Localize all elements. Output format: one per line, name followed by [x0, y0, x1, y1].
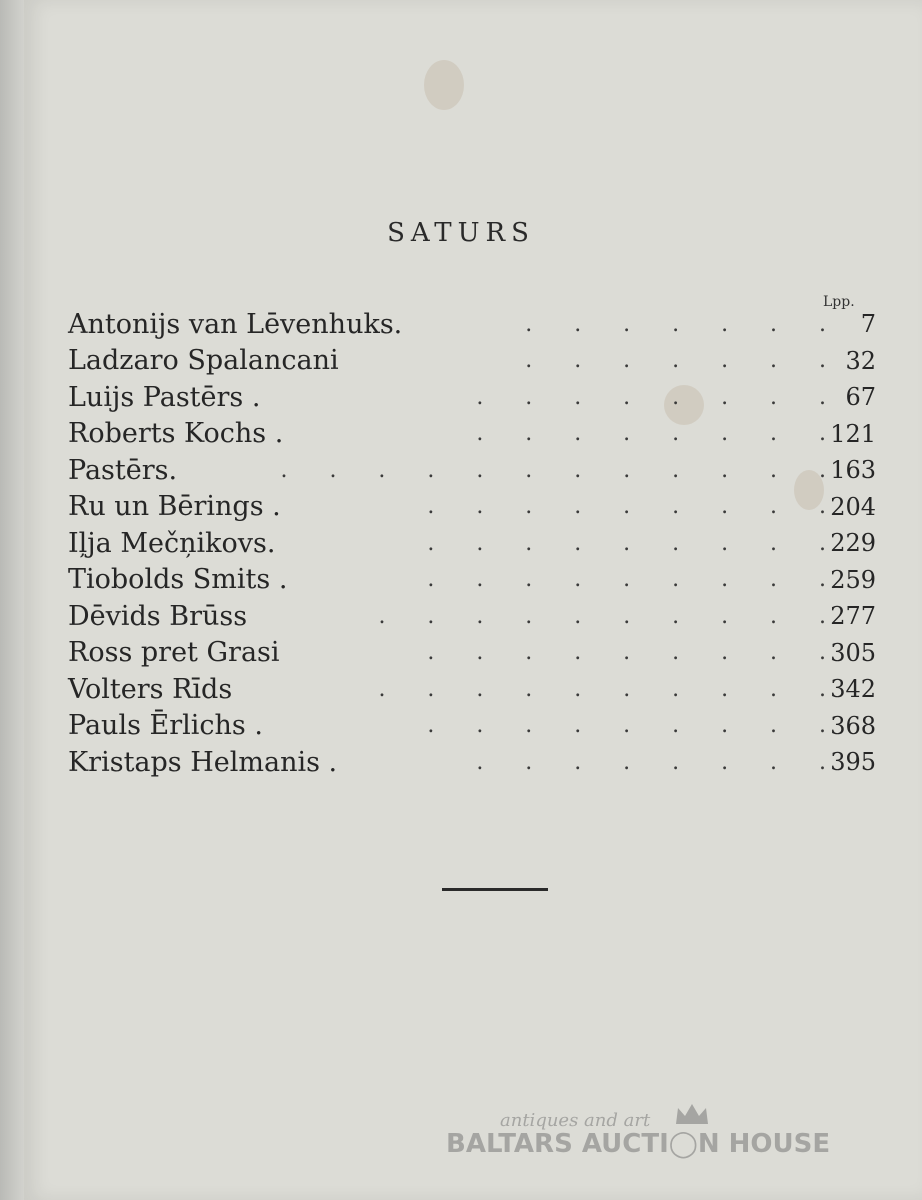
toc-entry: [68, 416, 876, 453]
section-divider: [442, 888, 548, 891]
toc-entry-title: Luijs Pastērs .: [68, 381, 261, 413]
toc-entry-page: 7: [860, 310, 876, 339]
book-spine-edge: [0, 0, 26, 1200]
toc-entry-page: 32: [845, 346, 876, 375]
watermark-subtitle: antiques and art: [500, 1110, 651, 1131]
leader-dots: . . . . . . . . . . . .: [280, 457, 826, 483]
toc-entry: [68, 744, 876, 781]
crown-icon: [674, 1102, 710, 1126]
leader-dots: . . . . . . . . .: [427, 640, 826, 666]
page-column-label: Lpp.: [823, 294, 855, 310]
watermark-name: BALTARS AUCTI◯N HOUSE: [446, 1129, 831, 1159]
toc-entry-page: 204: [830, 492, 876, 521]
toc-entry-title: Ru un Bērings .: [68, 491, 281, 523]
table-of-contents: [68, 306, 876, 781]
toc-entry-page: 305: [830, 638, 876, 667]
leader-dots: . . . . . . . . .: [427, 713, 826, 739]
toc-entry: [68, 598, 876, 635]
leader-dots: . . . . . . . . . .: [378, 603, 826, 629]
toc-entry-page: 121: [830, 419, 876, 448]
toc-entry-title: Antonijs van Lēvenhuks.: [68, 308, 403, 340]
toc-entry-title: Dēvids Brūss: [68, 600, 248, 632]
leader-dots: . . . . . . . .: [476, 384, 826, 410]
toc-entry: [68, 489, 876, 526]
toc-entry-title: Kristaps Helmanis .: [68, 746, 338, 778]
toc-entry-title: Roberts Kochs .: [68, 418, 284, 450]
leader-dots: . . . . . . . . .: [427, 567, 826, 593]
leader-dots: . . . . . . . . .: [427, 494, 826, 520]
toc-entry-page: 163: [830, 456, 876, 485]
toc-entry: [68, 343, 876, 380]
toc-entry-title: Ross pret Grasi: [68, 637, 280, 669]
leader-dots: . . . . . . . . . .: [378, 676, 826, 702]
toc-entry-title: Pastērs.: [68, 454, 178, 486]
leader-dots: . . . . . . . .: [476, 749, 826, 775]
toc-entry: [68, 635, 876, 672]
toc-entry-title: Ladzaro Spalancani: [68, 345, 339, 377]
page-title: SATURS: [387, 218, 535, 248]
paper-stain: [424, 60, 464, 110]
toc-entry: [68, 525, 876, 562]
toc-entry: [68, 562, 876, 599]
leader-dots: . . . . . . . .: [476, 421, 826, 447]
auction-house-watermark: [446, 1110, 846, 1159]
leader-dots: . . . . . . . . .: [427, 530, 826, 556]
toc-entry-page: 259: [830, 565, 876, 594]
toc-entry-title: Pauls Ērlichs .: [68, 710, 263, 742]
toc-entry: [68, 306, 876, 343]
toc-entry-page: 342: [830, 675, 876, 704]
toc-entry-title: Volters Rīds: [68, 673, 233, 705]
toc-entry-title: Iļja Mečņikovs.: [68, 527, 276, 559]
toc-entry: [68, 708, 876, 745]
leader-dots: . . . . . . .: [525, 311, 826, 337]
toc-entry: [68, 452, 876, 489]
toc-entry: [68, 379, 876, 416]
toc-entry-page: 229: [830, 529, 876, 558]
toc-entry-title: Tiobolds Smits .: [68, 564, 288, 596]
toc-entry-page: 277: [830, 602, 876, 631]
leader-dots: . . . . . . .: [525, 348, 826, 374]
toc-entry-page: 395: [830, 748, 876, 777]
toc-entry-page: 67: [845, 383, 876, 412]
toc-entry: [68, 671, 876, 708]
toc-entry-page: 368: [830, 711, 876, 740]
